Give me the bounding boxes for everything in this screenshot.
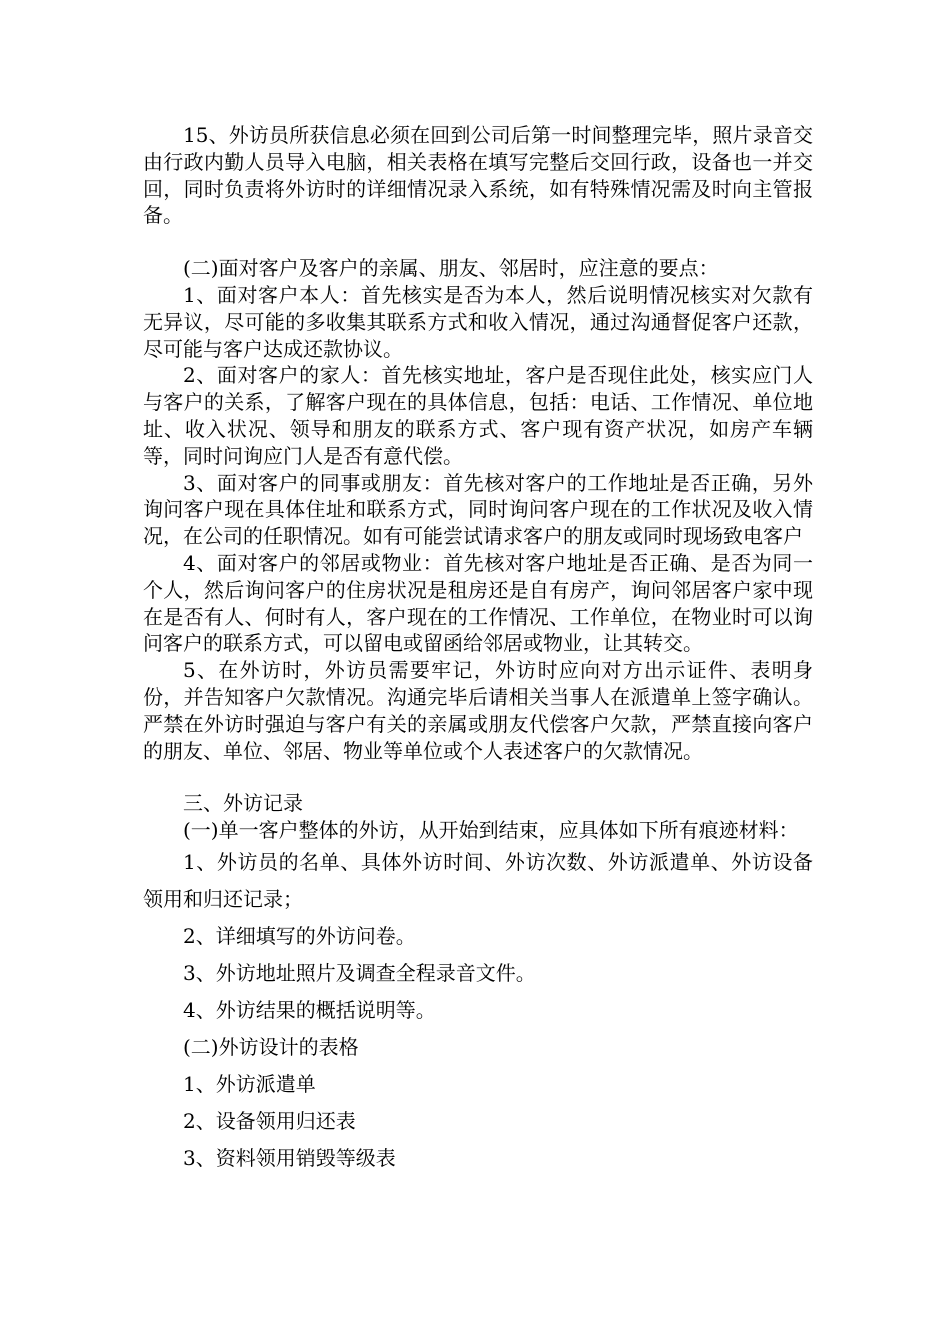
section-3-item-1: 1、外访员的名单、具体外访时间、外访次数、外访派遣单、外访设备领用和归还记录； [143,849,813,911]
document-page [143,122,813,1177]
section-3-subheading-2: (二)外访设计的表格 [183,1034,359,1059]
section-2-item-4: 4、面对客户的邻居或物业：首先核对客户地址是否正确、是否为同一个人，然后询问客户的住房状况是租房还是自有房产，询问邻居客户家中现在是否有人、何时有人，客户现在的工作情况、工作单位，在物业时可以询问客户的联系方式，可以留电或留函给邻居或物业，让其转交。 [143,550,813,656]
section-3-item-4: 4、外访结果的概括说明等。 [183,997,436,1022]
paragraph-gap [143,229,813,255]
section-3-form-1: 1、外访派遣单 [183,1071,316,1096]
section-2-item-3: 3、面对客户的同事或朋友：首先核对客户的工作地址是否正确，另外询问客户现在具体住址和联系方式，同时询问客户现在的工作状况及收入情况，在公司的任职情况。如有可能尝试请求客户的朋友或同时现场致电客户 [143,470,813,549]
section-3-form-2: 2、设备领用归还表 [183,1108,356,1133]
section-3-item-3: 3、外访地址照片及调查全程录音文件。 [183,960,536,985]
section-2-heading: (二)面对客户及客户的亲属、朋友、邻居时，应注意的要点： [183,256,719,281]
section-2-item-5: 5、在外访时，外访员需要牢记，外访时应向对方出示证件、表明身份，并告知客户欠款情况。沟通完毕后请相关当事人在派遣单上签字确认。严禁在外访时强迫与客户有关的亲属或朋友代偿客户欠款，严禁直接向客户的朋友、单位、邻居、物业等单位或个人表述客户的欠款情况。 [143,658,813,763]
section-3-heading: 三、外访记录 [183,791,303,816]
paragraph-gap [143,764,813,790]
section-2-item-1: 1、面对客户本人：首先核实是否为本人，然后说明情况核实对欠款有无异议，尽可能的多收集其联系方式和收入情况，通过沟通督促客户还款，尽可能与客户达成还款协议。 [143,282,813,361]
section-3-subheading-1: (一)单一客户整体的外访，从开始到结束，应具体如下所有痕迹材料： [183,818,799,843]
section-2-item-2: 2、面对客户的家人：首先核实地址，客户是否现住此处，核实应门人与客户的关系，了解客户现在的具体信息，包括：电话、工作情况、单位地址、收入状况、领导和朋友的联系方式、客户现有资产状况，如房产车辆等，同时问询应门人是否有意代偿。 [143,363,813,468]
section-3-item-2: 2、详细填写的外访问卷。 [183,923,416,948]
section-3-form-3: 3、资料领用销毁等级表 [183,1145,396,1170]
paragraph-15: 15、外访员所获信息必须在回到公司后第一时间整理完毕，照片录音交由行政内勤人员导入电脑，相关表格在填写完整后交回行政，设备也一并交回，同时负责将外访时的详细情况录入系统，如有特殊情况需及时向主管报备。 [143,123,813,228]
